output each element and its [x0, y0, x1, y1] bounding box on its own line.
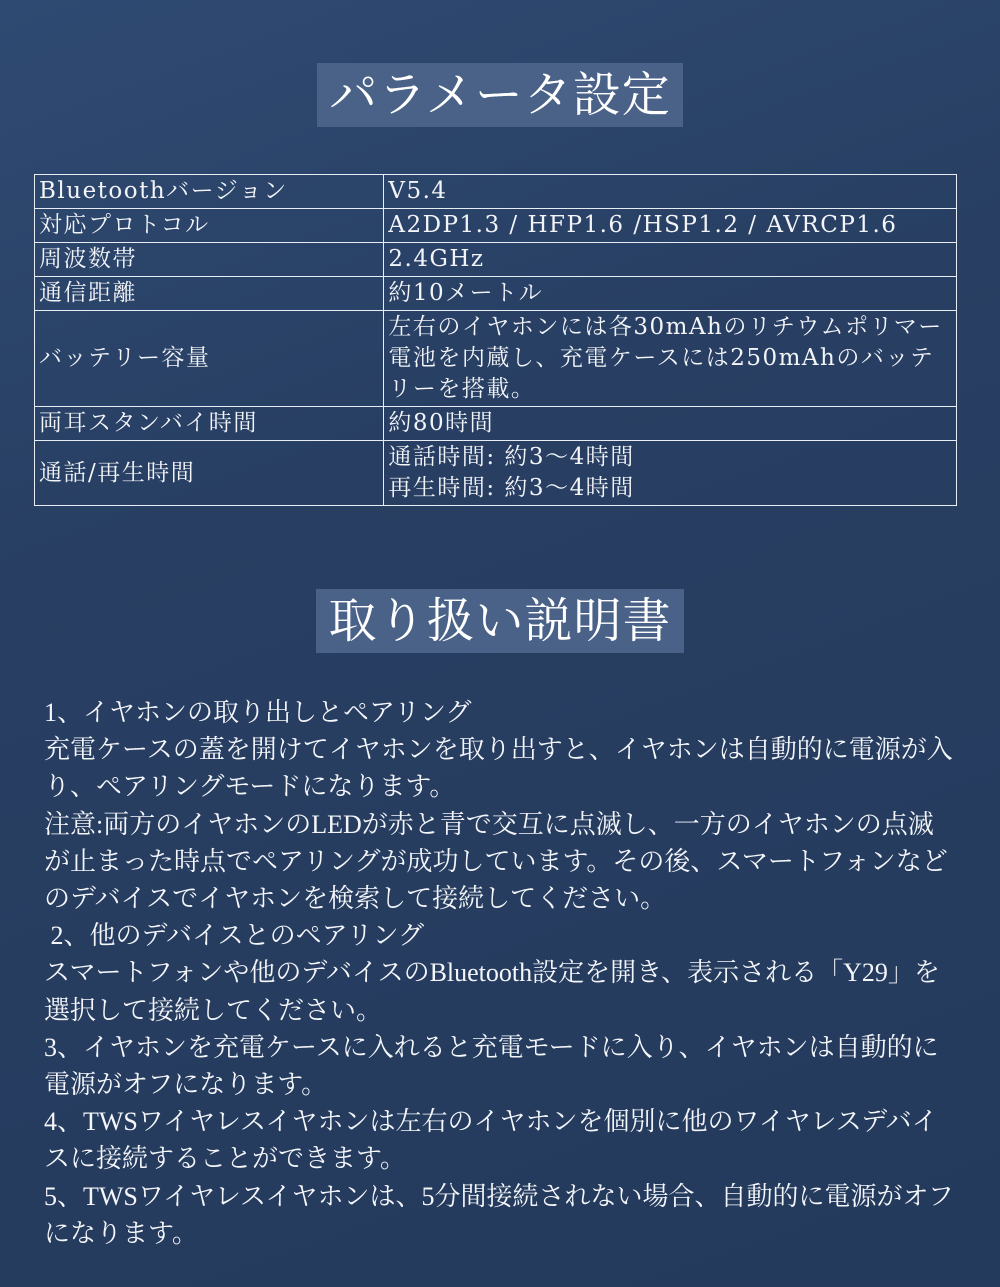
params-title: パラメータ設定 [317, 63, 683, 127]
spec-value-protocol: A2DP1.3 / HFP1.6 /HSP1.2 / AVRCP1.6 [384, 209, 957, 243]
spec-value-battery: 左右のイヤホンには各30mAhのリチウムポリマー電池を内蔵し、充電ケースには250mAhのバッテリーを搭載。 [384, 311, 957, 407]
table-row [35, 209, 957, 243]
spec-label-range: 通信距離 [35, 277, 384, 311]
spec-table [34, 174, 957, 506]
spec-value-talk-time: 通話時間: 約3～4時間 [388, 444, 635, 470]
table-row [35, 407, 957, 441]
instruction-paragraph: 注意:両方のイヤホンのLEDが赤と青で交互に点滅し、一方のイヤホンの点滅が止まった時点でペアリングが成功しています。その後、スマートフォンなどのデバイスでイヤホンを検索して接続してください。 [44, 809, 948, 914]
table-row [35, 277, 957, 311]
params-title-wrap [0, 63, 1000, 127]
instruction-paragraph: 5、TWSワイヤレスイヤホンは、5分間接続されない場合、自動的に電源がオフになります。 [44, 1181, 954, 1248]
instruction-paragraph: 4、TWSワイヤレスイヤホンは左右のイヤホンを個別に他のワイヤレスデバイスに接続することができます。 [44, 1107, 938, 1174]
spec-value-range: 約10メートル [384, 277, 957, 311]
spec-value-bluetooth-version: V5.4 [384, 175, 957, 209]
instruction-paragraph: スマートフォンや他のデバイスのBluetooth設定を開き、表示される「Y29」を選択して接続してください。 [44, 958, 940, 1025]
spec-label-protocol: 対応プロトコル [35, 209, 384, 243]
spec-label-bluetooth-version: Bluetoothバージョン [35, 175, 384, 209]
spec-value-frequency: 2.4GHz [384, 243, 957, 277]
manual-title-wrap [0, 589, 1000, 653]
table-row [35, 243, 957, 277]
spec-label-standby: 両耳スタンバイ時間 [35, 407, 384, 441]
spec-value-standby: 約80時間 [384, 407, 957, 441]
instruction-paragraph: 充電ケースの蓋を開けてイヤホンを取り出すと、イヤホンは自動的に電源が入り、ペアリングモードになります。 [44, 735, 953, 802]
spec-label-frequency: 周波数帯 [35, 243, 384, 277]
spec-label-battery: バッテリー容量 [35, 311, 384, 407]
table-row [35, 175, 957, 209]
table-row [35, 311, 957, 407]
spec-value-play-time: 再生時間: 約3～4時間 [388, 475, 635, 501]
instruction-paragraph: 3、イヤホンを充電ケースに入れると充電モードに入り、イヤホンは自動的に電源がオフになります。 [44, 1032, 939, 1100]
table-row [35, 441, 957, 506]
spec-value-talk-play-time [384, 441, 957, 506]
manual-instructions [44, 694, 956, 1252]
manual-title: 取り扱い説明書 [316, 589, 683, 653]
instruction-paragraph: 1、イヤホンの取り出しとペアリング [44, 698, 472, 727]
spec-label-talk-play-time: 通話/再生時間 [35, 441, 384, 506]
instruction-paragraph: 2、他のデバイスとのペアリング [44, 921, 425, 951]
